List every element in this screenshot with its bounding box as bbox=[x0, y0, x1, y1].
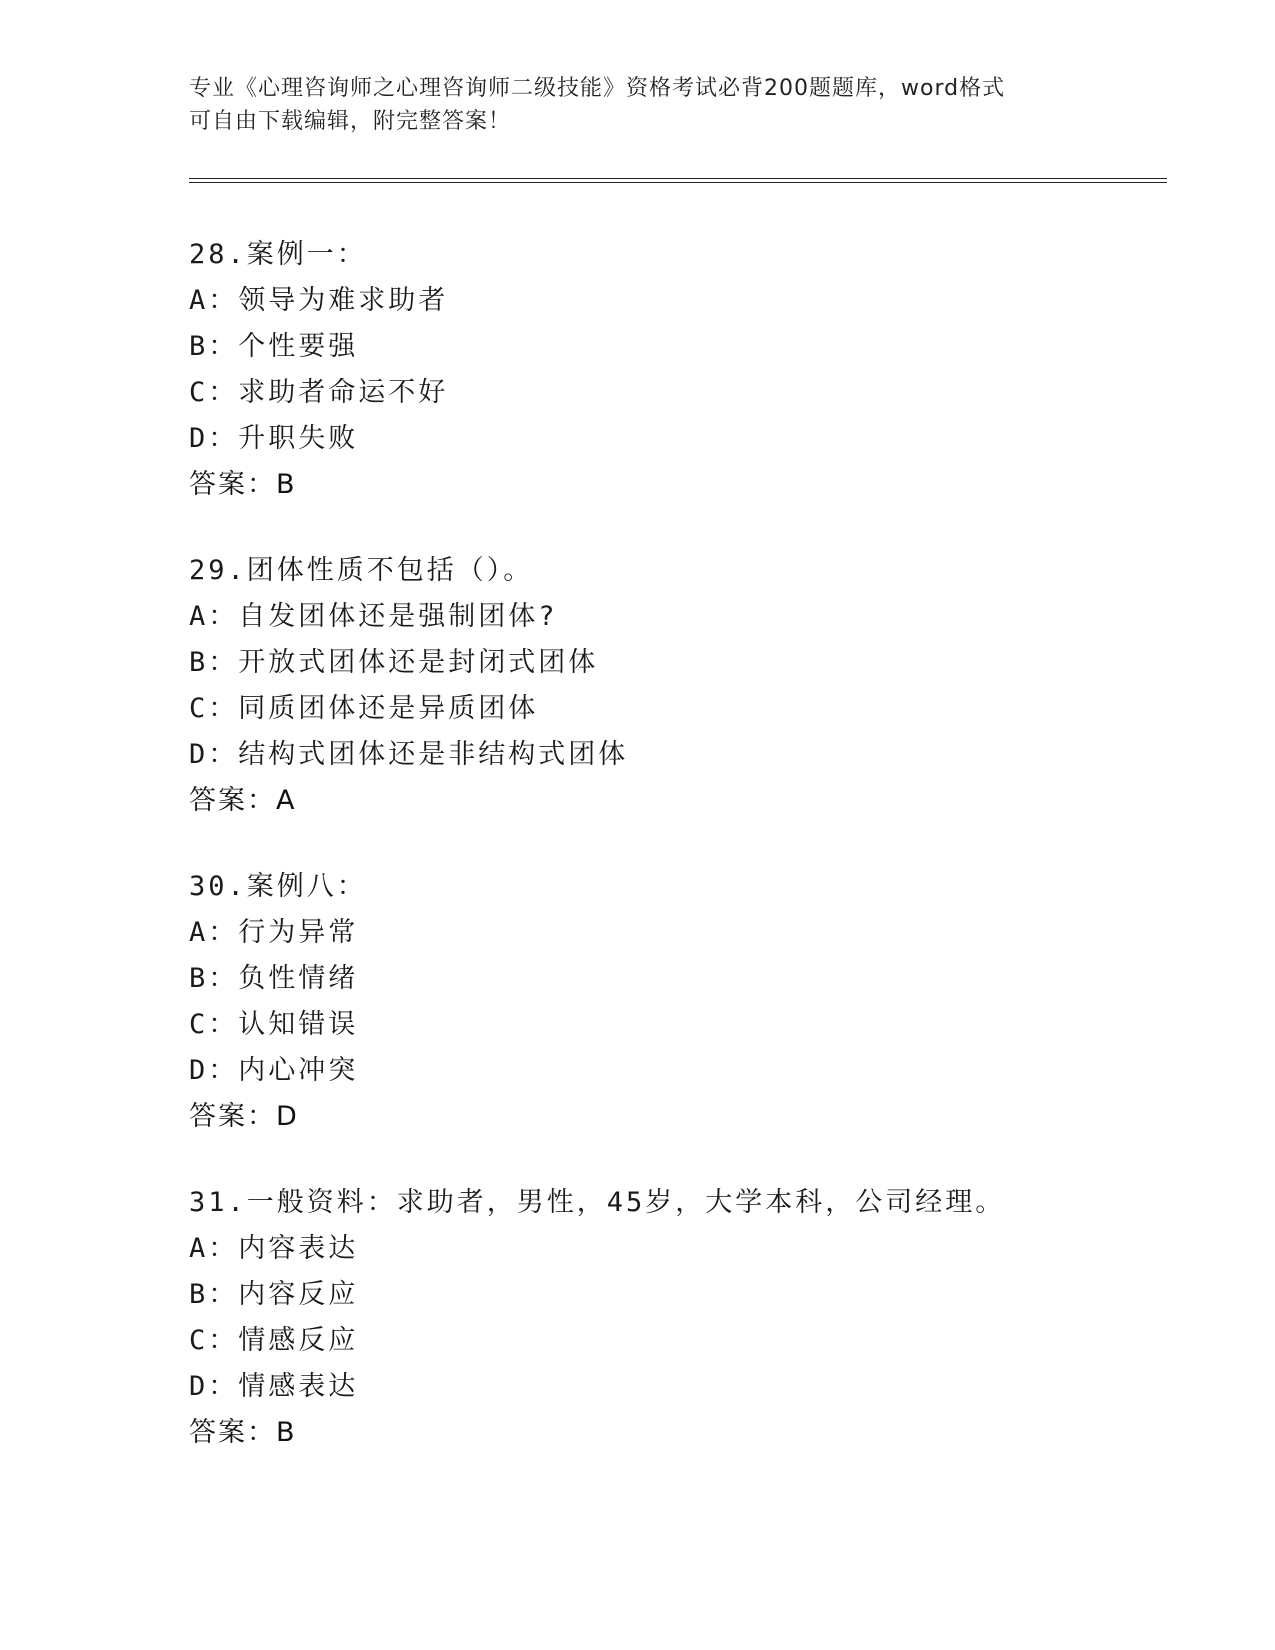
option-d: D：内心冲突 bbox=[189, 1055, 359, 1086]
answer-text: 答案：B bbox=[189, 1417, 297, 1448]
question-stem: 30.案例八： bbox=[189, 871, 367, 902]
question-stem: 28.案例一： bbox=[189, 239, 367, 270]
question-stem: 29.团体性质不包括（）。 bbox=[189, 555, 534, 586]
option-a: A：自发团体还是强制团体? bbox=[189, 601, 558, 632]
option-a: A：领导为难求助者 bbox=[189, 285, 449, 316]
option-b: B：负性情绪 bbox=[189, 963, 359, 994]
header-line-1: 专业《心理咨询师之心理咨询师二级技能》资格考试必背200题题库，word格式 bbox=[189, 76, 1006, 101]
question-stem: 31.一般资料：求助者，男性，45岁，大学本科，公司经理。 bbox=[189, 1187, 1006, 1218]
answer-text: 答案：B bbox=[189, 469, 297, 500]
option-d: D：升职失败 bbox=[189, 423, 359, 454]
document-header bbox=[189, 72, 1089, 138]
option-d: D：情感表达 bbox=[189, 1371, 359, 1402]
option-b: B：个性要强 bbox=[189, 331, 359, 362]
option-a: A：内容表达 bbox=[189, 1233, 359, 1264]
option-c: C：情感反应 bbox=[189, 1325, 359, 1356]
option-c: C：同质团体还是异质团体 bbox=[189, 693, 539, 724]
question-29 bbox=[189, 548, 1189, 824]
question-30 bbox=[189, 864, 1189, 1140]
option-a: A：行为异常 bbox=[189, 917, 359, 948]
answer-text: 答案：A bbox=[189, 785, 297, 816]
header-double-rule bbox=[189, 178, 1167, 183]
question-28 bbox=[189, 232, 1189, 508]
answer-text: 答案：D bbox=[189, 1101, 299, 1132]
header-line-2: 可自由下载编辑，附完整答案！ bbox=[189, 109, 512, 134]
option-b: B：内容反应 bbox=[189, 1279, 359, 1310]
option-c: C：认知错误 bbox=[189, 1009, 359, 1040]
option-b: B：开放式团体还是封闭式团体 bbox=[189, 647, 599, 678]
option-d: D：结构式团体还是非结构式团体 bbox=[189, 739, 629, 770]
question-31 bbox=[189, 1180, 1189, 1456]
option-c: C：求助者命运不好 bbox=[189, 377, 449, 408]
